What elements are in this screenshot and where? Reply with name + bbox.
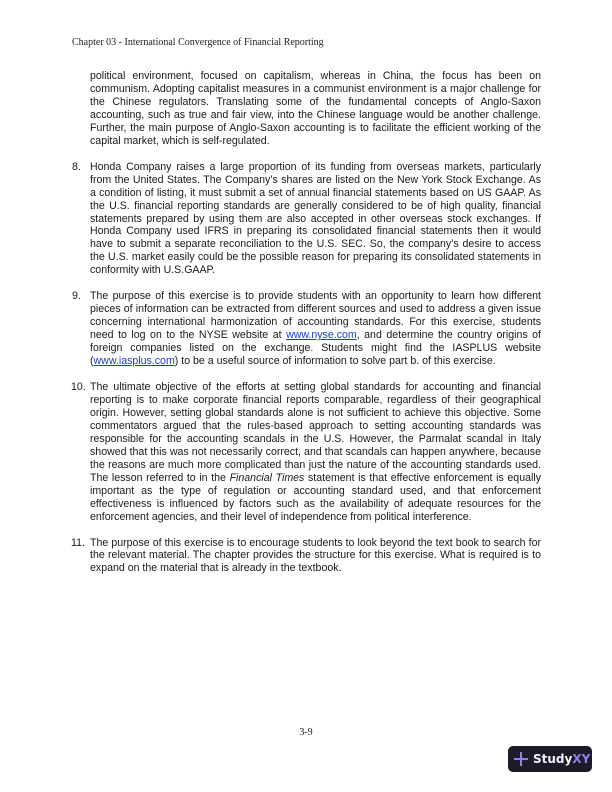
italic-source-title: Financial Times — [229, 471, 305, 484]
item-text: , and determine the country origins of foreign companies listed on the exchange. Students might find the IASPLUS website ( — [90, 329, 541, 368]
brand-logo-text: StudyXY — [533, 752, 591, 766]
item-number: 10. — [71, 381, 86, 394]
list-item-9 — [72, 290, 541, 368]
studyxy-badge[interactable] — [508, 746, 592, 772]
page-number: 3-9 — [299, 727, 313, 738]
continuation-paragraph: political environment, focused on capitalism, whereas in China, the focus has been on communism. Adopting capitalist measures in a communist environment is a major challenge for the Chinese regulators. Translating some of the fundamental concepts of Anglo-Saxon accounting, such as true and fair view, into the Chinese language would be another challenge. Further, the main purpose of Anglo-Saxon accounting is to facilitate the efficient working of the capital market, which is self-regulated. — [90, 70, 541, 147]
item-number: 8. — [72, 160, 81, 173]
item-text: The purpose of this exercise is to provide students with an opportunity to learn how different pieces of information can be extracted from different sources and used to address a given issue concerning international harmonization of accounting standards. For this exercise, students need to log on to the NYSE website at — [90, 290, 541, 342]
list-item-8 — [72, 161, 541, 278]
document-body — [72, 70, 541, 588]
nyse-link[interactable]: www.nyse.com — [286, 329, 357, 342]
list-item-11 — [72, 537, 541, 576]
plus-icon — [514, 752, 528, 766]
list-item-10 — [72, 381, 541, 523]
item-number: 9. — [72, 290, 81, 303]
item-text: statement is that effective enforcement is equally important as the type of regulation or accounting standard used, and that enforcement effectiveness is influenced by factors such as the availability of adequate resources for the enforcement agencies, and their level of independence from political interference. — [90, 471, 541, 523]
item-number: 11. — [71, 536, 85, 549]
item-text: Honda Company raises a large proportion of its funding from overseas markets, particularly from the United States. The Company’s shares are listed on the New York Stock Exchange. As a condition of listing, it must submit a set of annual financial statements based on US GAAP. As the U.S. financial reporting standards are generally considered to be of high quality, financial statements prepared by using them are also accepted in other overseas stock exchanges. If Honda Company used IFRS in preparing its consolidated financial statements then it would have to submit a separate reconciliation to the U.S. SEC. So, the company’s desire to access the U.S. market easily could be the possible reason for preparing its consolidated statements in conformity with U.S.GAAP. — [90, 160, 541, 277]
iasplus-link[interactable]: www.iasplus.com — [93, 355, 175, 368]
item-text: The purpose of this exercise is to encourage students to look beyond the text book to search for the relevant material. The chapter provides the structure for this exercise. What is required is to expand on the material that is already in the textbook. — [90, 536, 541, 575]
page-header: Chapter 03 - International Convergence of Financial Reporting — [72, 37, 324, 48]
item-text: The ultimate objective of the efforts at setting global standards for accounting and financial reporting is to make corporate financial reports comparable, regardless of their geographical origin. However, setting global standards alone is not sufficient to achieve this objective. Some commentators argued that the rules-based approach to setting accounting standards was responsible for the accounting scandals in the U.S. However, the Parmalat scandal in Italy showed that this was not necessarily correct, and that scandals can happen anywhere, because the reasons are much more complicated than just the nature of the accounting standards used. The lesson referred to in the — [90, 381, 541, 484]
item-text: ) to be a useful source of information to solve part b. of this exercise. — [174, 355, 496, 368]
